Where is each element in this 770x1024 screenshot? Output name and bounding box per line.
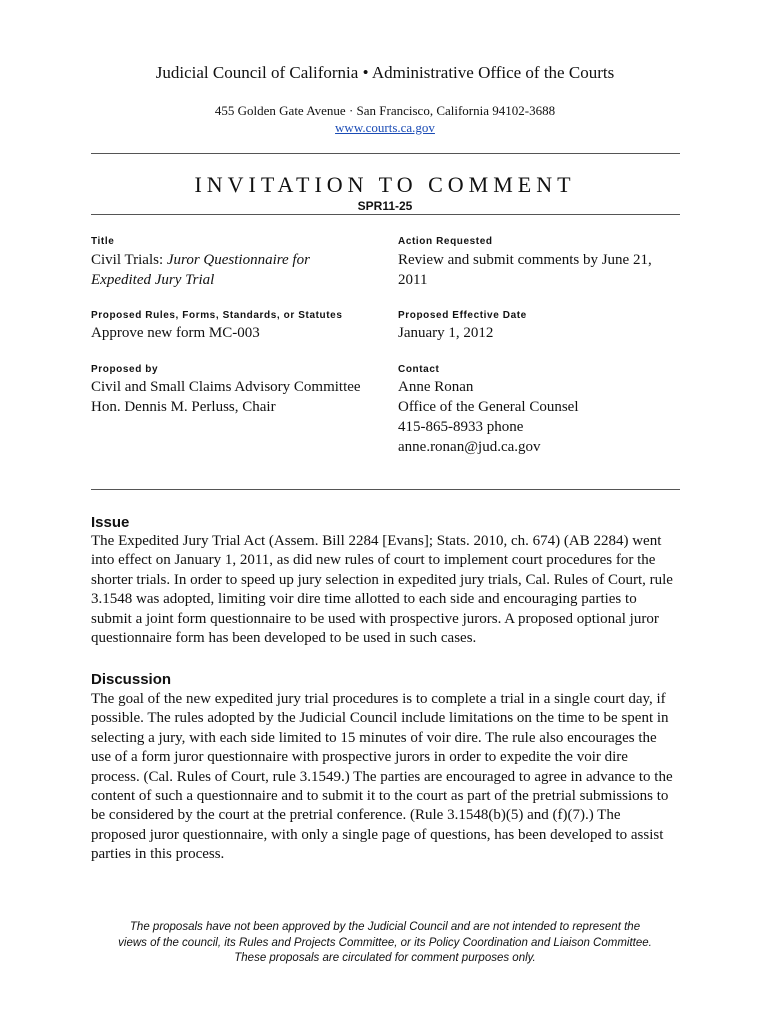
- disclaimer-footer: The proposals have not been approved by the Judicial Council and are not intended to represent the views of the council, its Rules and Projects Committee, or its Policy Coordination and Liaison Committee. These proposals are circulated for comment purposes only.: [118, 921, 652, 964]
- issue-heading: Issue: [91, 514, 130, 531]
- proposed-by-value: Civil and Small Claims Advisory Committee Hon. Dennis M. Perluss, Chair: [91, 379, 361, 415]
- website-link[interactable]: www.courts.ca.gov: [335, 120, 435, 135]
- organization-name: Judicial Council of California • Administrative Office of the Courts: [155, 63, 615, 82]
- document-code: SPR11-25: [357, 199, 413, 213]
- title-value: Civil Trials: Juror Questionnaire for Expedited Jury Trial: [91, 252, 310, 288]
- document-heading: INVITATION TO COMMENT: [194, 172, 576, 197]
- discussion-heading: Discussion: [91, 671, 172, 688]
- contact-label: Contact: [398, 364, 440, 375]
- title-divider: [91, 214, 680, 215]
- header-divider: [91, 153, 680, 154]
- fields-divider: [91, 489, 680, 490]
- organization-address: 455 Golden Gate Avenue · San Francisco, California 94102-3688: [214, 103, 556, 118]
- effective-date-label: Proposed Effective Date: [398, 310, 527, 321]
- proposed-by-label: Proposed by: [91, 364, 159, 375]
- contact-value: Anne Ronan Office of the General Counsel 415-865-8933 phone anne.ronan@jud.ca.gov: [398, 379, 579, 455]
- action-requested-label: Action Requested: [398, 236, 493, 247]
- issue-paragraph: The Expedited Jury Trial Act (Assem. Bill 2284 [Evans]; Stats. 2010, ch. 674) (AB 2284) went into effect on January 1, 2011, as did new rules of court to implement court procedures for the shorter trials. In order to speed up jury selection in expedited jury trials, Cal. Rules of Court, rule 3.1548 was adopted, limiting voir dire time allotted to each side and encouraging parties to submit a joint form questionnaire to be used with prospective jurors. A proposed optional juror questionnaire form has been developed to be used in such cases.: [91, 533, 673, 647]
- proposed-rules-value: Approve new form MC-003: [91, 325, 260, 341]
- effective-date-value: January 1, 2012: [398, 325, 494, 341]
- title-label: Title: [91, 236, 115, 247]
- action-requested-value: Review and submit comments by June 21, 2011: [398, 252, 652, 288]
- discussion-paragraph: The goal of the new expedited jury trial procedures is to complete a trial in a single court day, if possible. The rules adopted by the Judicial Council include limitations on the time to be spent in selecting a jury, with each side limited to 15 minutes of voir dire. The rule also encourages the use of a form juror questionnaire with prospective jurors in order to expedite the voir dire process. (Cal. Rules of Court, rule 3.1549.) The parties are encouraged to agree in advance to the content of such a questionnaire and to submit it to the court as part of the pretrial submissions to be considered by the court at the pretrial conference. (Rule 3.1548(b)(5) and (f)(7).) The proposed juror questionnaire, with only a single page of questions, has been developed to assist parties in this process.: [91, 691, 673, 863]
- proposed-rules-label: Proposed Rules, Forms, Standards, or Statutes: [91, 310, 343, 321]
